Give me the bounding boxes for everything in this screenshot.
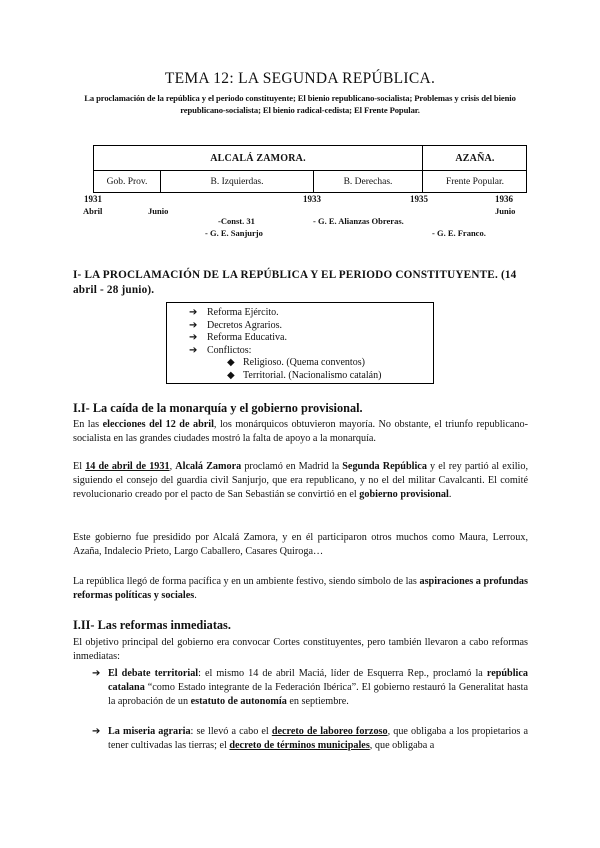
timeline-year-1935: 1935 bbox=[410, 194, 428, 204]
diamond-bullet-icon: ◆ bbox=[227, 369, 235, 381]
timeline-event-alianzas: - G. E. Alianzas Obreras. bbox=[313, 216, 404, 226]
timeline-cell-izquierdas: B. Izquierdas. bbox=[210, 176, 264, 187]
list-item: ➔ El debate territorial: el mismo 14 de abril Maciá, líder de Esquerra Rep., proclamó la república catalana “como Estado integrante de la Federación Ibérica”. El gobierno restauró la Generalitat hasta la aprobación de un estatuto de autonomía en septiembre. bbox=[92, 668, 528, 708]
timeline-table bbox=[93, 145, 527, 193]
list-item: ➔ Conflictos: bbox=[189, 344, 252, 356]
timeline-event-const31: -Const. 31 bbox=[218, 216, 255, 226]
timeline-event-franco: - G. E. Franco. bbox=[432, 228, 486, 238]
timeline-cell-frente-popular: Frente Popular. bbox=[445, 176, 505, 187]
arrow-right-icon: ➔ bbox=[189, 307, 198, 318]
timeline-header-row bbox=[94, 146, 526, 171]
subsection-heading: I.II- Las reformas inmediatas. bbox=[73, 618, 231, 632]
arrow-right-icon: ➔ bbox=[189, 332, 198, 343]
summary-box bbox=[166, 302, 434, 384]
paragraph: En las elecciones del 12 de abril, los monárquicos obtuvieron mayoría. No obstante, el triunfo republicano-socialista en las grandes ciudades mostró la falta de apoyo a la monarquía. bbox=[73, 419, 528, 445]
list-item: ➔ Reforma Educativa. bbox=[189, 332, 287, 343]
list-subitem: ◆ Religioso. (Quema conventos) bbox=[227, 357, 365, 368]
section-heading: I- LA PROCLAMACIÓN DE LA REPÚBLICA Y EL PERIODO CONSTITUYENTE. (14 abril - 28 junio). bbox=[73, 269, 517, 296]
arrow-right-icon: ➔ bbox=[189, 344, 198, 356]
timeline-cell-derechas: B. Derechas. bbox=[343, 176, 393, 187]
timeline-periods-row bbox=[94, 170, 526, 193]
timeline-head-alcala: ALCALÁ ZAMORA. bbox=[210, 152, 306, 164]
paragraph: El objetivo principal del gobierno era convocar Cortes constituyentes, pero también llevaron a cabo reformas inmediatas: bbox=[73, 637, 528, 663]
list-item: ➔ Reforma Ejército. bbox=[189, 307, 279, 318]
arrow-right-icon: ➔ bbox=[189, 319, 198, 331]
timeline-event-sanjurjo: - G. E. Sanjurjo bbox=[205, 228, 263, 238]
subsection-heading: I.I- La caída de la monarquía y el gobierno provisional. bbox=[73, 401, 363, 415]
arrow-right-icon: ➔ bbox=[92, 668, 101, 679]
timeline-head-azana: AZAÑA. bbox=[455, 152, 495, 164]
timeline-month-abril: Abril bbox=[83, 206, 103, 216]
paragraph: Este gobierno fue presidido por Alcalá Zamora, y en él participaron otros muchos como Maura, Lerroux, Azaña, Indalecio Prieto, Largo Caballero, Casares Quiroga… bbox=[73, 532, 528, 558]
timeline-year-1931: 1931 bbox=[84, 194, 102, 204]
timeline-year-1936: 1936 bbox=[495, 194, 513, 204]
page-subtitle: La proclamación de la república y el periodo constituyente; El bienio republicano-socialista; Problemas y crisis del bienio republicano-socialista; El bienio radical-cedista; El Frente Popular. bbox=[84, 93, 516, 115]
page-title: TEMA 12: LA SEGUNDA REPÚBLICA. bbox=[164, 70, 436, 87]
timeline-year-1933: 1933 bbox=[303, 194, 321, 204]
timeline-month-junio: Junio bbox=[148, 206, 169, 216]
diamond-bullet-icon: ◆ bbox=[227, 357, 235, 368]
timeline-month-junio-1936: Junio bbox=[495, 206, 516, 216]
paragraph: El 14 de abril de 1931, Alcalá Zamora proclamó en Madrid la Segunda República y el rey partió al exilio, siguiendo el consejo del guardia civil Sanjurjo, que era republicano, y no el del militar Cavalcanti. El comité revolucionario creado por el pacto de San Sebastián se convirtió en el gobierno provisional. bbox=[73, 461, 528, 501]
arrow-right-icon: ➔ bbox=[92, 726, 101, 737]
list-item: ➔ La miseria agraria: se llevó a cabo el decreto de laboreo forzoso, que obligaba a los propietarios a tener cultivadas las tierras; el decreto de términos municipales, que obligaba a bbox=[92, 726, 528, 752]
list-subitem: ◆ Territorial. (Nacionalismo catalán) bbox=[227, 369, 382, 381]
list-item: ➔ Decretos Agrarios. bbox=[189, 319, 282, 331]
timeline-cell-gob-prov: Gob. Prov. bbox=[106, 176, 148, 187]
paragraph: La república llegó de forma pacífica y en un ambiente festivo, siendo símbolo de las aspiraciones a profundas reformas políticas y sociales. bbox=[73, 576, 528, 602]
